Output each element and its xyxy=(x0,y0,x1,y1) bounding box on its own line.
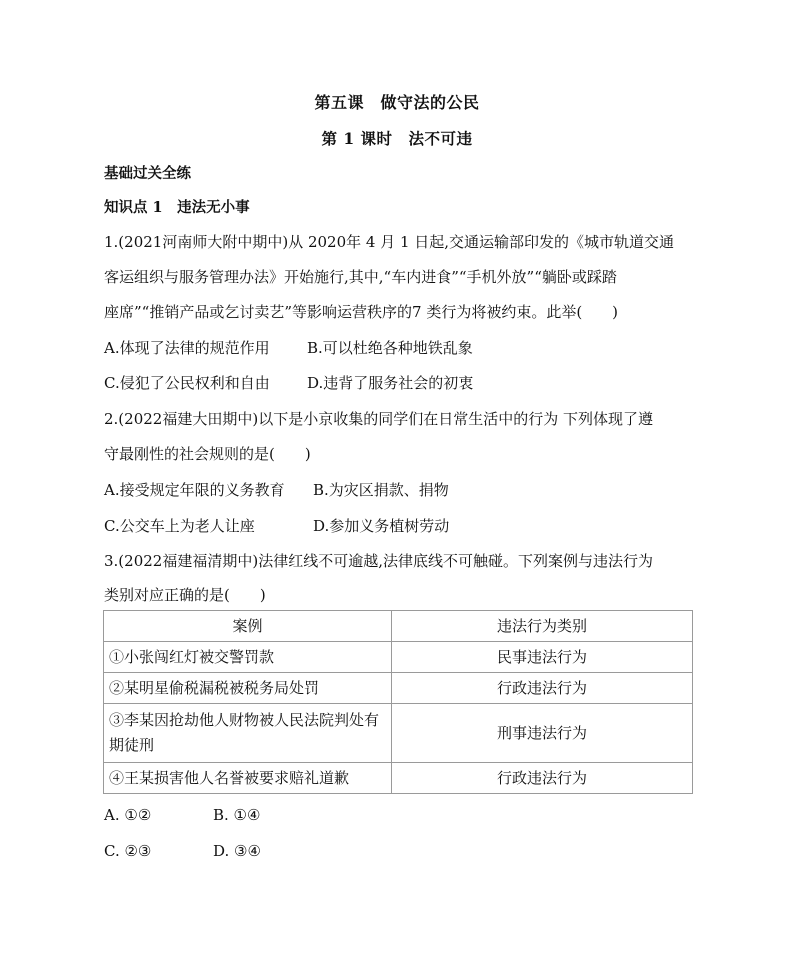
q2-option-c: C.公交车上为老人让座 xyxy=(104,517,255,535)
table-cell-category: 行政违法行为 xyxy=(392,673,693,704)
q3-stem-line-1: 3.(2022福建福清期中)法律红线不可逾越,法律底线不可触碰。下列案例与违法行为 xyxy=(104,552,653,570)
q1-option-a: A.体现了法律的规范作用 xyxy=(104,339,270,357)
table-header-case: 案例 xyxy=(104,611,392,642)
q2-option-b: B.为灾区捐款、捐物 xyxy=(313,481,449,499)
period-title: 第 1 课时 法不可违 xyxy=(321,129,473,148)
lesson-title: 第五课 做守法的公民 xyxy=(314,93,480,112)
q1-option-b: B.可以杜绝各种地铁乱象 xyxy=(307,339,473,357)
q1-option-d: D.违背了服务社会的初衷 xyxy=(307,374,474,392)
table-cell-case: ②某明星偷税漏税被税务局处罚 xyxy=(104,673,392,704)
q2-option-d: D.参加义务植树劳动 xyxy=(313,517,450,535)
table-row xyxy=(104,673,693,704)
table-row xyxy=(104,704,693,763)
q2-stem-line-1: 2.(2022福建大田期中)以下是小京收集的同学们在日常生活中的行为 下列体现了遵 xyxy=(104,410,653,428)
q1-stem-line-2: 客运组织与服务管理办法》开始施行,其中,“车内进食”“手机外放”“躺卧或踩踏 xyxy=(104,268,617,286)
q1-stem-line-1: 1.(2021河南师大附中期中)从 2020年 4 月 1 日起,交通运输部印发的《城市轨道交通 xyxy=(104,233,675,251)
q3-option-c: C. ②③ xyxy=(104,842,152,860)
q3-option-b: B. ①④ xyxy=(213,806,261,824)
q3-stem-line-2: 类别对应正确的是( ) xyxy=(104,586,266,604)
q2-option-a: A.接受规定年限的义务教育 xyxy=(104,481,285,499)
section-practice: 基础过关全练 xyxy=(104,165,191,182)
q3-option-a: A. ①② xyxy=(104,806,152,824)
table-row xyxy=(104,763,693,794)
cases-table xyxy=(103,610,693,794)
q1-option-c: C.侵犯了公民权利和自由 xyxy=(104,374,270,392)
table-cell-category: 刑事违法行为 xyxy=(392,704,693,763)
table-row xyxy=(104,642,693,673)
q1-stem-line-3: 座席”“推销产品或乞讨卖艺”等影响运营秩序的7 类行为将被约束。此举( ) xyxy=(104,303,619,321)
section-knowledge-point-1: 知识点 1 违法无小事 xyxy=(104,199,250,216)
table-header-category: 违法行为类别 xyxy=(392,611,693,642)
table-cell-case: ①小张闯红灯被交警罚款 xyxy=(104,642,392,673)
table-cell-category: 行政违法行为 xyxy=(392,763,693,794)
table-cell-case: ④王某损害他人名誉被要求赔礼道歉 xyxy=(104,763,392,794)
q3-option-d: D. ③④ xyxy=(213,842,261,860)
q2-stem-line-2: 守最刚性的社会规则的是( ) xyxy=(104,445,311,463)
table-header-row xyxy=(104,611,693,642)
table-cell-category: 民事违法行为 xyxy=(392,642,693,673)
table-cell-case: ③李某因抢劫他人财物被人民法院判处有期徒刑 xyxy=(104,704,392,763)
